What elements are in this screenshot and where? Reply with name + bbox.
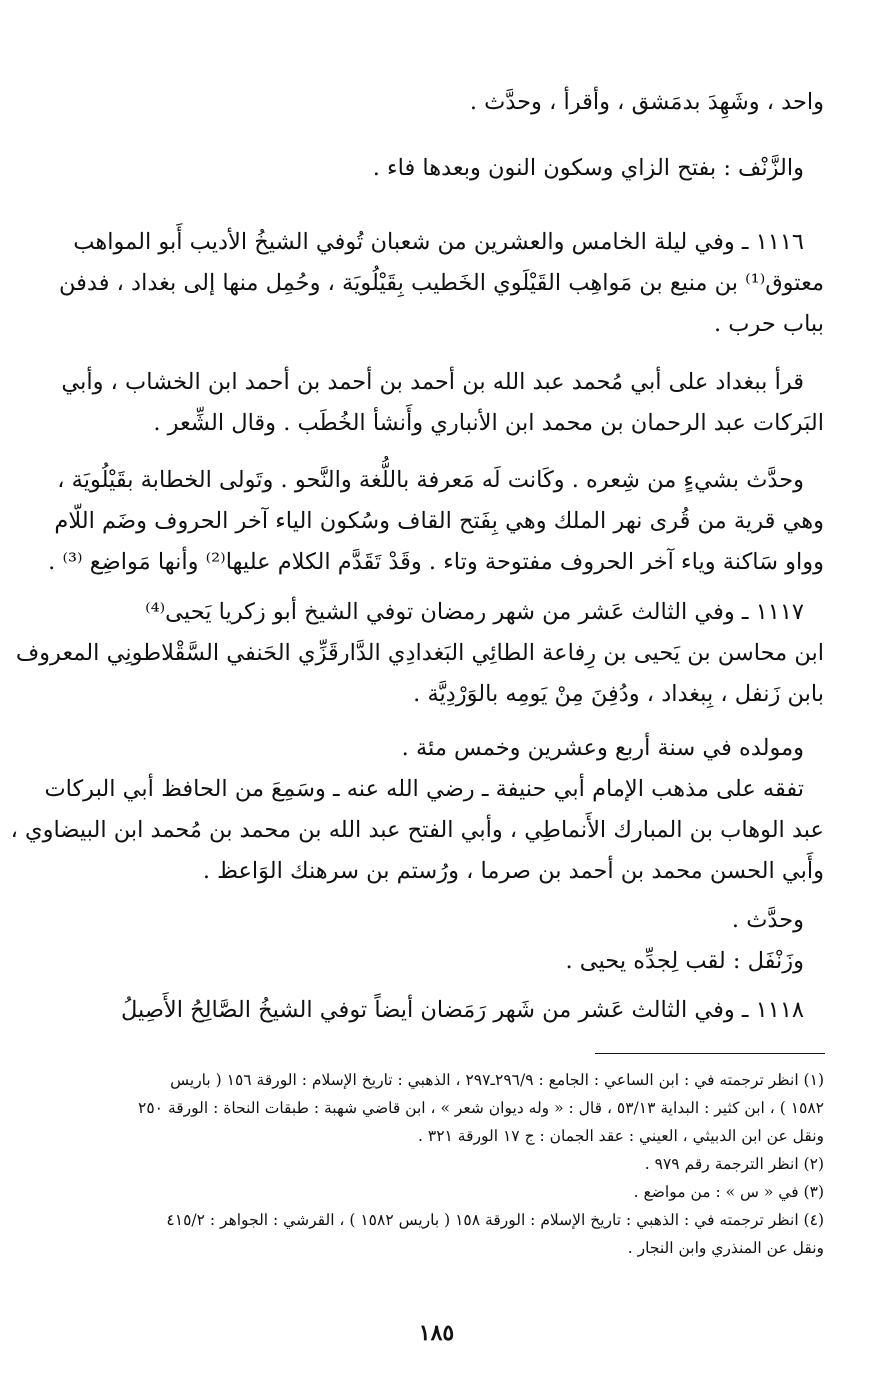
text-line: وواو سَاكنة وياء آخر الحروف مفتوحة وتاء . وقَدْ تَقَدَّم الكلام عليها⁽²⁾ وأنها مَواضِع ⁽³⁾ . bbox=[48, 549, 824, 575]
main-text bbox=[10, 728, 824, 892]
text-line: والزَّنْف : بفتح الزاي وسكون النون وبعدها فاء . bbox=[372, 155, 804, 181]
main-text bbox=[61, 362, 824, 444]
page-number: ١٨٥ bbox=[418, 1320, 455, 1346]
main-text bbox=[72, 148, 824, 189]
text-line: تفقه على مذهب الإمام أبي حنيفة ـ رضي الله عنه ـ وسَمِعَ من الحافظ أبي البركات bbox=[44, 776, 804, 802]
main-text bbox=[72, 82, 824, 123]
footnote-line: (١) انظر ترجمته في : ابن الساعي : الجامع : ٢٩٦/٩ـ٢٩٧ ، الذهبي : تاريخ الإسلام : الورقة ١٥٦ ( باريس bbox=[170, 1071, 824, 1089]
footnote-line: (٣) في « س » : من مواضع . bbox=[633, 1183, 824, 1201]
text-line: وحدَّث . bbox=[731, 907, 804, 933]
text-line: ١١١٨ ـ وفي الثالث عَشر من شَهر رَمَضان أيضاً توفي الشيخُ الصَّالِحُ الأَصِيلُ bbox=[120, 997, 804, 1023]
text-line: وزَنْفَل : لقب لِجدِّه يحيى . bbox=[565, 948, 804, 974]
footnote-line: ١٥٨٢ ) ، ابن كثير : البداية ٥٣/١٣ ، قال : « وله ديوان شعر » ، ابن قاضي شهبة : طبقات النحاة : الورقة ٢٥٠ bbox=[138, 1099, 824, 1117]
footnote-separator bbox=[595, 1053, 825, 1054]
main-text bbox=[72, 900, 824, 982]
entry-1116 bbox=[59, 222, 824, 345]
text-line: معتوق⁽¹⁾ بن منيع بن مَواهِب القَيْلَوي الخَطيب بِقَيْلُويَة ، وحُمِل منها إلى بغداد ، فدفن bbox=[59, 270, 824, 296]
text-line: عبد الوهاب بن المبارك الأَنماطِي ، وأبي الفتح عبد الله بن محمد بن مُحمد ابن البيضاوي ، bbox=[10, 817, 824, 843]
text-line: البَركات عبد الرحمان بن محمد ابن الأنباري وأَنشأ الخُطَب . وقال الشِّعر . bbox=[153, 410, 824, 436]
text-line: ١١١٧ ـ وفي الثالث عَشر من شهر رمضان توفي الشيخ أبو زكريا يَحيى⁽⁴⁾ bbox=[145, 599, 804, 625]
footnote-line: (٢) انظر الترجمة رقم ٩٧٩ . bbox=[644, 1155, 824, 1173]
text-line: ابن محاسن بن يَحيى بن رِفاعة الطائِي البَغدادِي الدَّارقَزِّي الحَنفي السَّقْلاطونِي المعروف bbox=[15, 640, 824, 666]
footnote-line: ونقل عن المنذري وابن النجار . bbox=[627, 1239, 824, 1257]
entry-1118 bbox=[72, 990, 824, 1031]
footnote-line: (٤) انظر ترجمته في : الذهبي : تاريخ الإسلام : الورقة ١٥٨ ( باريس ١٥٨٢ ) ، القرشي : الجواهر : ٤١٥/٢ bbox=[166, 1211, 824, 1229]
text-line: وهي قرية من قُرى نهر الملك وهي بِفَتح القاف وسُكون الياء آخر الحروف وضَم اللّام bbox=[54, 508, 824, 534]
entry-1117 bbox=[15, 592, 824, 715]
main-text bbox=[48, 460, 824, 583]
text-line: وأَبي الحسن محمد بن أحمد بن صرما ، ورُستم بن سرهنك الوَاعظ . bbox=[202, 858, 824, 884]
text-line: قرأ ببغداد على أبي مُحمد عبد الله بن أحمد بن أحمد بن أحمد ابن الخشاب ، وأبي bbox=[61, 369, 804, 395]
text-line: وحدَّث بشيءٍ من شِعره . وكَانت لَه مَعرفة باللُّغة والنَّحو . وتَولى الخطابة بقَيْلُويَة ، bbox=[57, 467, 804, 493]
text-line: ومولده في سنة أربع وعشرين وخمس مئة . bbox=[401, 735, 804, 761]
footnote-line: ونقل عن ابن الدبيثي ، العيني : عقد الجمان : ج ١٧ الورقة ٣٢١ . bbox=[418, 1127, 824, 1145]
text-line: بباب حرب . bbox=[713, 311, 824, 337]
text-line: واحد ، وشَهِدَ بدمَشق ، وأقرأ ، وحدَّث . bbox=[469, 89, 824, 115]
text-line: ١١١٦ ـ وفي ليلة الخامس والعشرين من شعبان تُوفي الشيخُ الأديب أَبو المواهب bbox=[73, 229, 804, 255]
text-line: بابن زَنفل ، بِبغداد ، ودُفِنَ مِنْ يَومِه بالوَرْدِيَّة . bbox=[413, 681, 824, 707]
footnotes bbox=[72, 1066, 824, 1262]
